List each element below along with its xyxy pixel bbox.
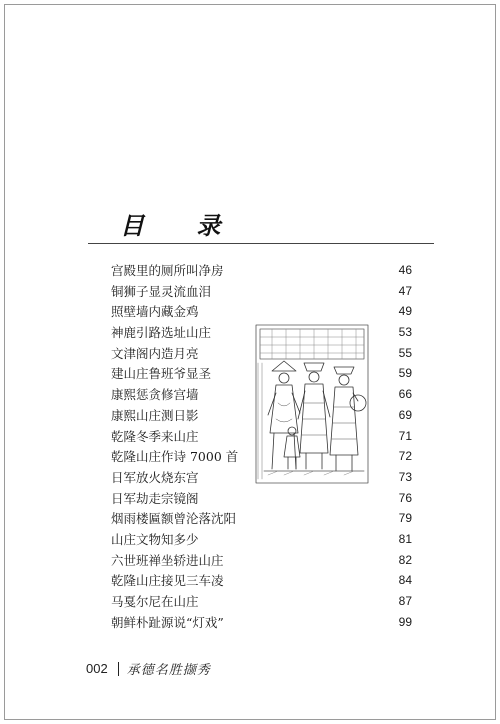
toc-entry-title: 山庄文物知多少	[111, 531, 199, 547]
toc-entry[interactable]	[108, 593, 412, 614]
toc-entry-page: 82	[398, 552, 412, 567]
toc-entry-title: 乾隆冬季来山庄	[111, 428, 199, 444]
toc-entry-page: 73	[398, 469, 412, 484]
toc-entry-title: 乾隆山庄作诗 7000 首	[111, 449, 239, 465]
toc-entry-title: 康熙惩贪修宫墙	[111, 387, 199, 403]
toc-entry-title: 六世班禅坐轿进山庄	[111, 552, 224, 568]
toc-entry-page: 81	[398, 531, 412, 546]
toc-entry-page: 66	[398, 387, 412, 402]
toc-entry-page: 71	[398, 428, 412, 443]
toc-entry-page: 99	[398, 614, 412, 629]
toc-entry[interactable]	[108, 490, 412, 511]
toc-entry-title: 朝鲜朴趾源说“灯戏”	[111, 614, 224, 630]
toc-entry-page: 49	[398, 304, 412, 319]
toc-entry-title: 宫殿里的厕所叫净房	[111, 263, 224, 278]
toc-entry-page: 59	[398, 366, 412, 381]
toc-entry-title: 乾隆山庄接见三车凌	[111, 573, 224, 589]
footer-page-number: 002	[86, 661, 108, 676]
toc-entry-title: 日军放火烧东宫	[111, 469, 199, 485]
toc-entry-page: 55	[398, 345, 412, 360]
footer-divider	[118, 662, 119, 676]
toc-entry-title: 铜狮子显灵流血泪	[111, 283, 212, 299]
toc-entry-page: 76	[398, 490, 412, 505]
toc-entry-page: 53	[398, 325, 412, 340]
toc-entry[interactable]	[108, 510, 412, 531]
toc-entry-page: 47	[398, 283, 412, 298]
court-figures-sketch-icon	[254, 323, 370, 485]
toc-entry-page: 79	[398, 511, 412, 526]
toc-entry-page: 72	[398, 449, 412, 464]
toc-entry-title: 康熙山庄测日影	[111, 407, 199, 423]
toc-entry-title: 马戛尔尼在山庄	[111, 594, 199, 609]
toc-entry-page: 87	[398, 594, 412, 608]
toc-entry-title: 照壁墙内藏金鸡	[111, 304, 199, 320]
toc-entry[interactable]	[108, 303, 412, 324]
toc-entry-page: 46	[398, 263, 412, 277]
toc-entry[interactable]	[108, 283, 412, 304]
toc-entry-page: 84	[398, 573, 412, 588]
toc-entry-title: 日军劫走宗镜阁	[111, 490, 199, 506]
toc-entry-title: 神鹿引路选址山庄	[111, 325, 212, 341]
toc-entry[interactable]	[108, 572, 412, 593]
toc-entry[interactable]	[108, 531, 412, 552]
title-divider	[88, 243, 434, 244]
page-title: 目 录	[120, 211, 243, 240]
toc-entry-title: 烟雨楼匾额曾沦落沈阳	[111, 511, 237, 527]
toc-entry[interactable]	[108, 262, 412, 283]
toc-entry[interactable]	[108, 614, 412, 635]
toc-entry-title: 建山庄鲁班爷显圣	[111, 366, 212, 382]
toc-entry[interactable]	[108, 552, 412, 573]
toc-entry-page: 69	[398, 407, 412, 422]
footer-book-title: 承德名胜撷秀	[126, 663, 211, 678]
toc-entry-title: 文津阁内造月亮	[111, 345, 199, 361]
page-footer	[86, 659, 211, 678]
